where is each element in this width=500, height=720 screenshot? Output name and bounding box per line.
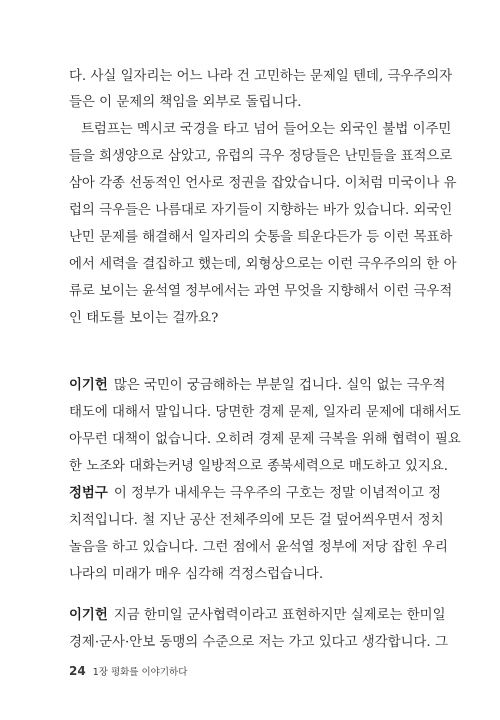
dialogue-text: 이 정부가 내세우는 극우주의 구호는 정말 이념적이고 정: [113, 486, 442, 501]
body-text-line: 한 노조와 대화는커녕 일방적으로 종북세력으로 매도하고 있지요.: [69, 459, 449, 474]
body-text-line: 트럼프는 멕시코 국경을 타고 넘어 들어오는 외국인 불법 이주민: [81, 122, 452, 137]
body-text-line: 에서 세력을 결집하고 했는데, 외형상으로는 이런 극우주의의 한 아: [69, 257, 457, 272]
page-footer: [69, 664, 187, 678]
body-text-line: 다. 사실 일자리는 어느 나라 건 고민하는 문제일 텐데, 극우주의자: [69, 69, 453, 84]
body-text-line: 아무런 대책이 없습니다. 오히려 경제 문제 극복을 위해 협력이 필요: [69, 432, 461, 447]
body-text-line: 류로 보이는 윤석열 정부에서는 과연 무엇을 지향해서 이런 극우적: [69, 284, 453, 299]
dialogue-text: 지금 한미일 군사협력이라고 표현하지만 실제로는 한미일: [113, 608, 446, 623]
body-text-line: 들을 희생양으로 삼았고, 유럽의 극우 정당들은 난민들을 표적으로: [69, 149, 453, 164]
body-text-line: 경제·군사·안보 동맹의 수준으로 저는 가고 있다고 생각합니다. 그: [69, 635, 448, 650]
speaker-name: 이기헌: [69, 378, 108, 393]
body-text-line: 태도에 대해서 말입니다. 당면한 경제 문제, 일자리 문제에 대해서도: [69, 405, 461, 420]
speaker-name: 정범구: [69, 486, 108, 501]
dialogue-line: [69, 608, 446, 624]
body-text-line: 치적입니다. 철 지난 공산 전체주의에 모든 걸 덮어씌우면서 정치: [69, 513, 444, 528]
dialogue-text: 많은 국민이 궁금해하는 부분일 겁니다. 실익 없는 극우적: [113, 378, 446, 393]
speaker-name: 이기헌: [69, 608, 108, 623]
body-text-line: 삼아 각종 선동적인 언사로 정권을 잡았습니다. 이처럼 미국이나 유: [69, 176, 457, 191]
page-number: 24: [69, 664, 86, 678]
body-text-line: 럽의 극우들은 나름대로 자기들이 지향하는 바가 있습니다. 외국인: [69, 203, 453, 218]
dialogue-line: [69, 378, 446, 394]
body-text-line: 들은 이 문제의 책임을 외부로 돌립니다.: [69, 95, 302, 110]
chapter-title: 1장 평화를 이야기하다: [92, 667, 188, 678]
body-text-line: 나라의 미래가 매우 심각해 걱정스럽습니다.: [69, 567, 324, 582]
body-text-line: 놀음을 하고 있습니다. 그런 점에서 윤석열 정부에 저당 잡힌 우리: [69, 540, 448, 555]
dialogue-line: [69, 486, 442, 502]
body-text-line: 인 태도를 보이는 걸까요?: [69, 311, 219, 326]
body-text-line: 난민 문제를 해결해서 일자리의 숫통을 틔운다든가 등 이런 목표하: [69, 230, 453, 245]
